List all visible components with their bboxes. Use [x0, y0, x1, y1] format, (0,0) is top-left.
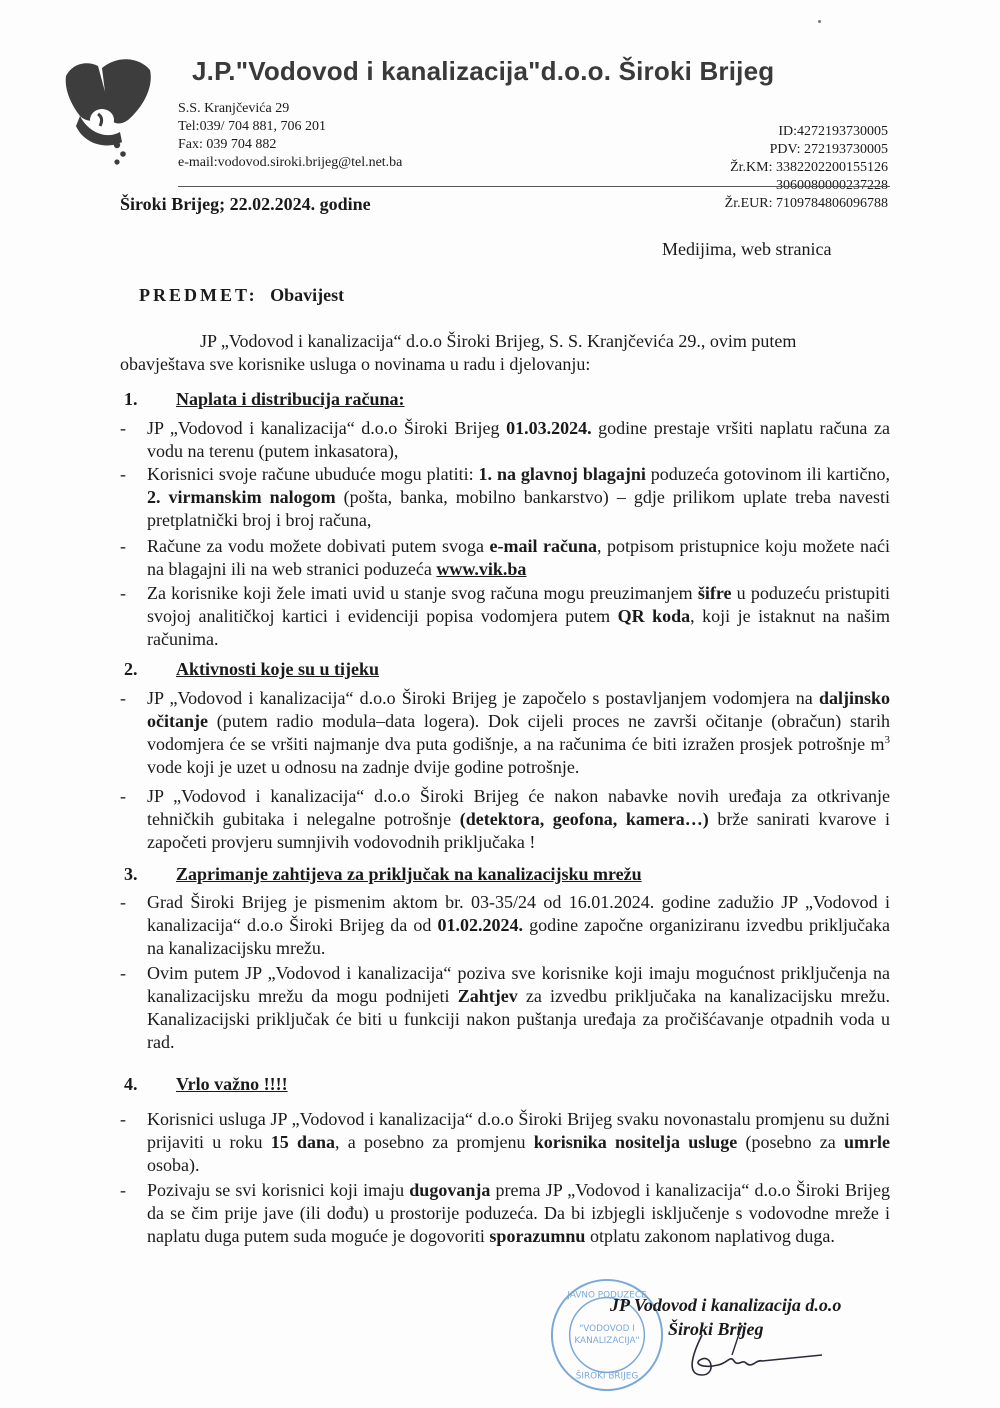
document-date: Široki Brijeg; 22.02.2024. godine [120, 194, 371, 214]
bullet-dash: - [120, 892, 126, 912]
account-eur: Žr.EUR: 7109784806096788 [724, 196, 888, 211]
list-item: - Grad Široki Brijeg je pismenim aktom br. 03-35/24 od 16.01.2024. godine zadužio JP „Vodovod i kanalizacija“ d.o.o Široki Brijeg da od 01.02.2024. godine započne organiziranu izvedbu priključaka na kanalizacijsku mrežu. [120, 892, 891, 958]
list-item: - JP „Vodovod i kanalizacija“ d.o.o Široki Brijeg će nakon nabavke novih uređaja za otkrivanje tehničkih gubitaka i nelegalne potrošnje (detektora, geofona, kamera…) brže sanirati kvarove i započeti provjeru sumnjivih vodovodnih priključaka ! [120, 786, 890, 852]
section-number: 3. [124, 864, 138, 884]
company-logo-icon [58, 50, 158, 170]
bullet-dash: - [120, 418, 126, 438]
bullet-dash: - [120, 688, 126, 708]
fax-line: Fax: 039 704 882 [178, 137, 277, 152]
intro-paragraph [120, 330, 880, 376]
list-item: - Ovim putem JP „Vodovod i kanalizacija“ poziva sve korisnike koji imaju mogućnost priključenja na kanalizacijsku mrežu da mogu podnijeti Zahtjev za izvedbu priključaka na kanalizacijsku mrežu. Kanalizacijski priključak će biti u funkciji nakon puštanja uređaja za pročišćavanje otpadnih voda u rad. [120, 963, 890, 1052]
section-4-heading [124, 1074, 288, 1095]
list-item: - Račune za vodu možete dobivati putem svoga e-mail računa, potpisom pristupnice koju možete naći na blagajni ili na web stranici poduzeća www.vik.ba [120, 536, 890, 579]
phone-line: Tel:039/ 704 881, 706 201 [178, 119, 326, 134]
bullet-dash: - [120, 1109, 126, 1129]
section-title: Vrlo važno !!!! [176, 1074, 288, 1094]
bullet-dash: - [120, 963, 126, 983]
list-item: - JP „Vodovod i kanalizacija“ d.o.o Široki Brijeg je započelo s postavljanjem vodomjera na daljinsko očitanje (putem radio modula–data logera). Dok cijeli proces ne završi očitanje (obračun) starih vodomjera će se vršiti najmanje dva puta godišnje, a na računima će biti izražen prosjek potrošnje $m^3$ vode koji je uzet u odnosu na zadnje dvije godine potrošnje. [120, 688, 890, 777]
list-item: - Korisnici usluga JP „Vodovod i kanalizacija“ d.o.o Široki Brijeg svaku novonastalu promjenu su dužni prijaviti u roku 15 dana, a posebno za promjenu korisnika nositelja usluge (posebno za umrle osoba). [120, 1109, 891, 1175]
signatory-city: Široki Brijeg [668, 1319, 764, 1339]
id-number: ID:4272193730005 [778, 124, 888, 139]
bullet-dash: - [120, 464, 126, 484]
header-divider [178, 186, 890, 187]
section-title: Zaprimanje zahtijeva za priključak na kanalizacijsku mrežu [176, 864, 642, 884]
recipient: Medijima, web stranica [662, 239, 832, 259]
signatory-company: JP Vodovod i kanalizacija d.o.o [610, 1295, 842, 1315]
bullet-dash: - [120, 583, 126, 603]
list-item: - Pozivaju se svi korisnici koji imaju dugovanja prema JP „Vodovod i kanalizacija“ d.o.o Široki Brijeg da se čim prije jave (ili dođu) u prostorije poduzeća. Da bi izbjegli isključenje s vodovodne mreže i naplatu duga putem suda moguće je dogovoriti sporazumnu otplatu zakonom naplativog duga. [120, 1180, 890, 1246]
section-3-heading [124, 864, 642, 885]
scan-speck [818, 20, 821, 23]
company-name: J.P."Vodovod i kanalizacija"d.o.o. Široki Brijeg [192, 56, 775, 86]
subject-line [139, 285, 344, 306]
vat-number: PDV: 272193730005 [769, 142, 888, 157]
svg-text:JAVNO PODUZEĆE: JAVNO PODUZEĆE [567, 1290, 647, 1301]
section-title: Aktivnosti koje su u tijeku [176, 659, 380, 679]
handwritten-signature [672, 1325, 832, 1385]
svg-text:KANALIZACIJA": KANALIZACIJA" [574, 1335, 640, 1346]
intro-line-1: JP „Vodovod i kanalizacija“ d.o.o Široki Brijeg, S. S. Kranjčevića 29., ovim putem [200, 331, 797, 351]
account-km: Žr.KM: 3382202200155126 [730, 160, 888, 175]
list-item: - Korisnici svoje račune ubuduće mogu platiti: 1. na glavnoj blagajni poduzeća gotovinom ili kartično, 2. virmanskim nalogom (pošta, banka, mobilno bankarstvo) – gdje prilikom uplate treba navesti pretplatnički broj i broj računa, [120, 464, 891, 530]
intro-line-2: obavještava sve korisnike usluga o novinama u radu i djelovanju: [120, 354, 591, 374]
svg-text:ŠIROKI BRIJEG: ŠIROKI BRIJEG [575, 1371, 639, 1382]
bullet-dash: - [120, 786, 126, 806]
section-number: 2. [124, 659, 138, 679]
website-link: www.vik.ba [436, 559, 527, 579]
section-number: 4. [124, 1074, 138, 1094]
bullet-dash: - [120, 536, 126, 556]
section-number: 1. [124, 389, 138, 409]
list-item: - Za korisnike koji žele imati uvid u stanje svog računa mogu preuzimanjem šifre u poduzeću pristupiti svojoj analitičkoj kartici i evidenciji popisa vodomjera putem QR koda, koji je istaknut na našim računima. [120, 583, 891, 649]
company-identifiers [725, 123, 888, 213]
company-address [178, 100, 402, 172]
section-2-heading [124, 659, 379, 680]
section-1-heading [124, 389, 405, 410]
subject-label: PREDMET: [139, 285, 258, 305]
svg-text:"VODOVOD I: "VODOVOD I [579, 1324, 635, 1335]
list-item: - JP „Vodovod i kanalizacija“ d.o.o Široki Brijeg 01.03.2024. godine prestaje vršiti naplatu računa za vodu na terenu (putem inkasatora), [120, 418, 890, 461]
subject-value: Obavijest [270, 285, 345, 305]
email-line: e-mail:vodovod.siroki.brijeg@tel.net.ba [178, 155, 403, 170]
bullet-dash: - [120, 1180, 126, 1200]
section-title: Naplata i distribucija računa: [176, 389, 405, 409]
account-km-2: 3060080000237228 [776, 178, 888, 193]
address-line: S.S. Kranjčevića 29 [178, 101, 290, 116]
